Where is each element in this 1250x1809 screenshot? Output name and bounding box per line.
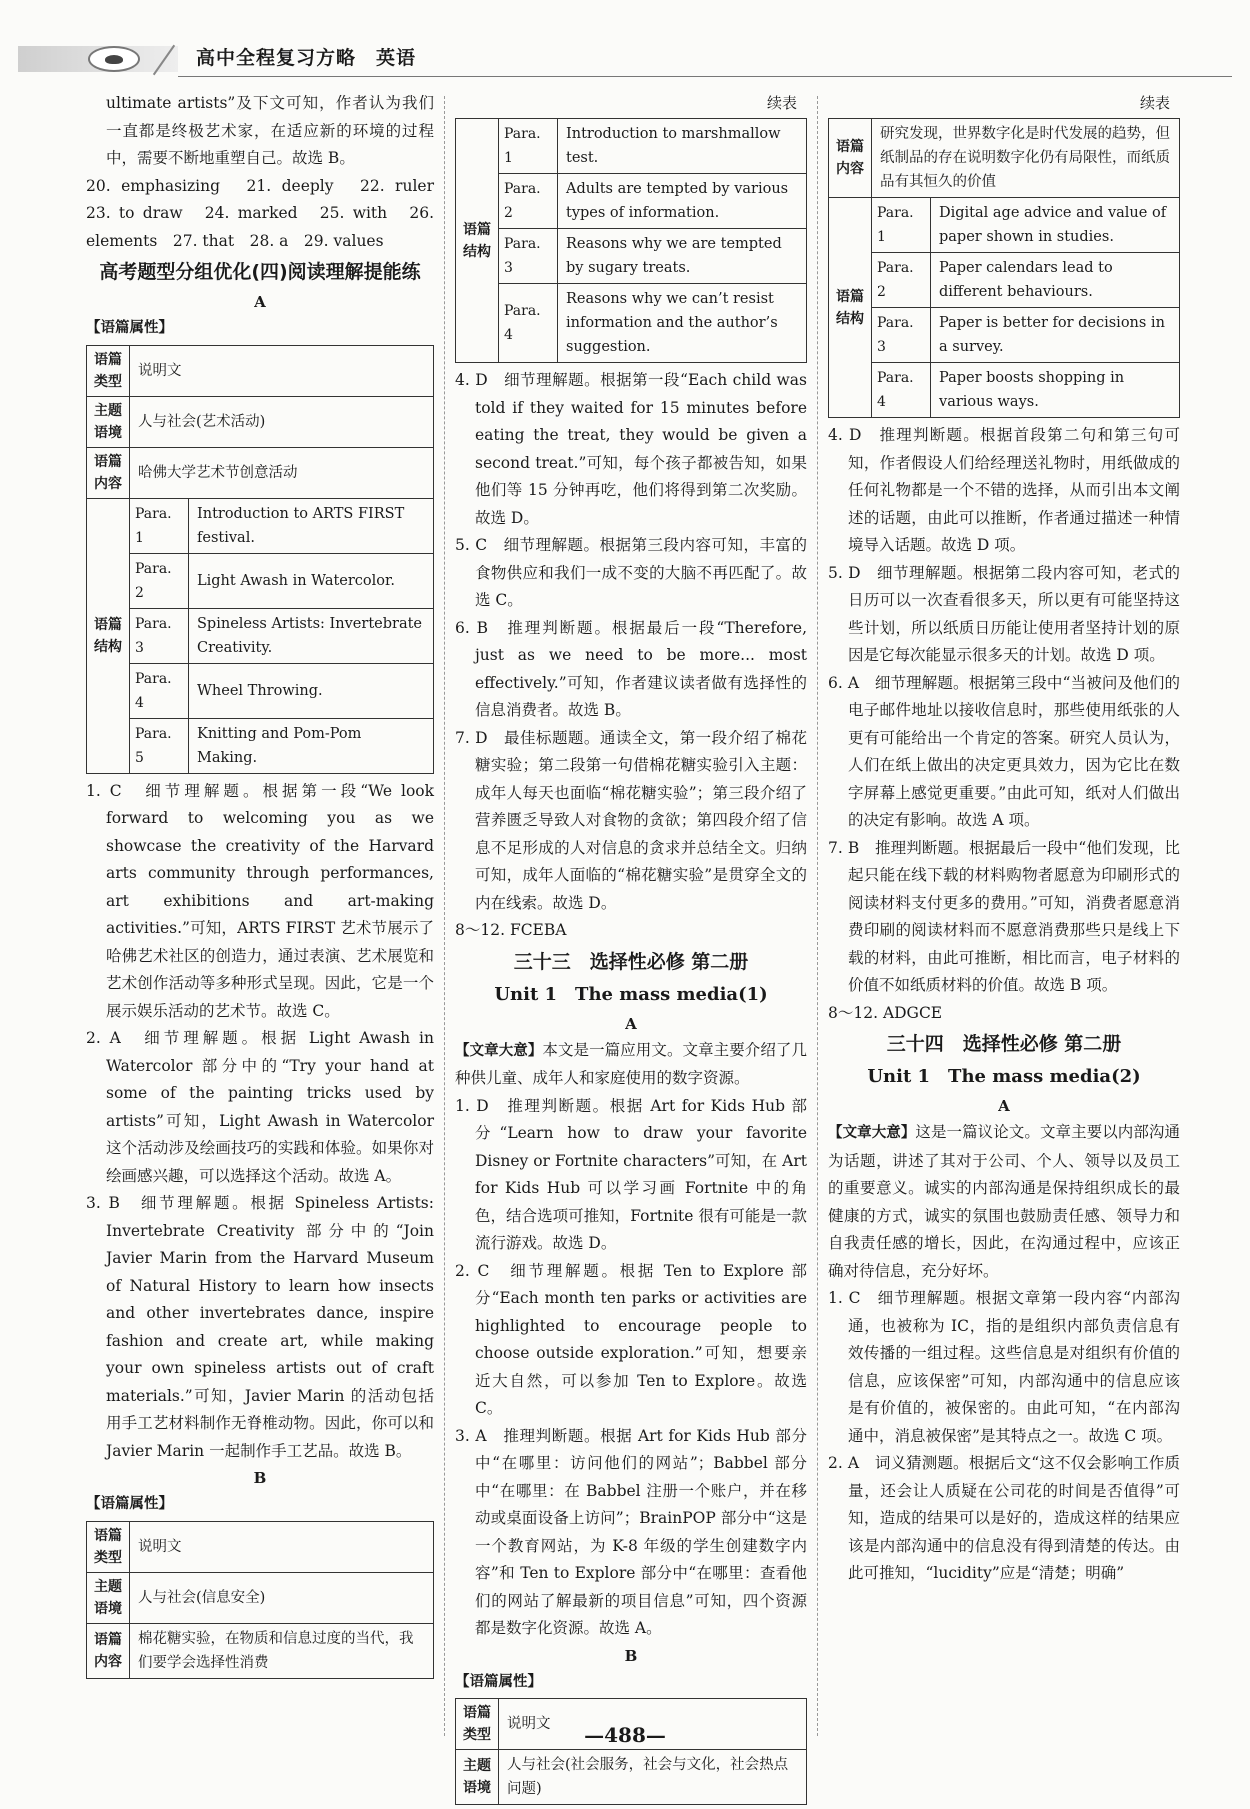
row-value: 哈佛大学艺术节创意活动: [130, 447, 434, 498]
para-number: Para. 5: [130, 718, 189, 773]
para-number: Para. 2: [499, 174, 558, 229]
para-summary: Spineless Artists: Invertebrate Creativity.: [189, 608, 434, 663]
summary-tag: 【文章大意】: [828, 1125, 916, 1141]
answer-explanation: 3. B 细节理解题。根据 Spineless Artists: Invertebrate Creativity 部分中的“Join Javier Marin from the Harvard Museum of Natural History to learn how insects and other invertebrates dance, inspire fashion and create art, while making your own spineless artists out of craft materials.”可知，Javier Marin 的活动包括用手工艺材料制作无脊椎动物。因此，你可以和 Javier Marin 一起制作手工艺品。故选 B。: [86, 1194, 434, 1460]
row-label: 语篇类型: [456, 1699, 499, 1750]
row-value: 棉花糖实验，在物质和信息过度的当代，我们要学会选择性消费: [130, 1623, 434, 1678]
section-title: 三十四 选择性必修 第二册: [886, 1033, 1122, 1055]
para-number: Para. 1: [130, 498, 189, 553]
answer-key: 20. emphasizing 21. deeply 22. ruler 23. to draw 24. marked 25. with 26. elements 27. that 28. a 29. values: [86, 176, 450, 250]
summary-text: 这是一篇议论文。文章主要以内部沟通为话题，讲述了其对于公司、个人、领导以及员工的重要意义。诚实的内部沟通是保持组织成长的最健康的方式，诚实的氛围也鼓励责任感、领导力和自我责任感的增长，因此，在沟通过程中，应该正确对待信息，充分好坏。: [828, 1123, 1180, 1280]
para-number: Para. 4: [872, 363, 931, 418]
passage-attribute-table: [86, 345, 434, 774]
part-label: A: [254, 293, 266, 311]
para-number: Para. 3: [130, 608, 189, 663]
page-number: —488—: [584, 1723, 666, 1747]
row-label: 语篇内容: [829, 119, 872, 198]
para-summary: Paper calendars lead to different behaviours.: [931, 253, 1180, 308]
attribute-tag: 【语篇属性】: [86, 1496, 173, 1512]
row-value: 说明文: [130, 345, 434, 396]
column-divider: [444, 96, 445, 1736]
para-summary: Paper boosts shopping in various ways.: [931, 363, 1180, 418]
answer-explanation: 2. C 细节理解题。根据 Ten to Explore 部分“Each month ten parks or activities are highlighted to encourage people to choose outside exploration.”可知，想要亲近大自然，可以参加 Ten to Explore。故选 C。: [455, 1261, 807, 1417]
row-label: 语篇结构: [829, 198, 872, 418]
answer-explanation: 1. C 细节理解题。根据第一段“We look forward to welcoming you as we showcase the creativity of the Harvard arts community through performances, art exhibitions and art-making activities.”可知，ARTS FIRST 艺术节展示了哈佛艺术社区的创造力，通过表演、艺术展览和艺术创作活动等多种形式呈现。因此，它是一个展示娱乐活动的艺术节。故选 C。: [86, 781, 434, 1020]
row-label: 语篇类型: [87, 345, 130, 396]
para-summary: Introduction to marshmallow test.: [558, 119, 807, 174]
para-summary: Digital age advice and value of paper shown in studies.: [931, 198, 1180, 253]
para-number: Para. 2: [872, 253, 931, 308]
answer-explanation: 6. A 细节理解题。根据第三段中“当被问及他们的电子邮件地址以接收信息时，那些使用纸张的人更有可能给出一个肯定的答案。研究人员认为，人们在纸上做出的决定更具效力，因为它比在数字屏幕上感觉更重要。”由此可知，纸对人们做出的决定有影响。故选 A 项。: [828, 673, 1180, 829]
unit-title: Unit 1 The mass media(2): [867, 1066, 1141, 1087]
passage-structure-table: [828, 118, 1180, 418]
row-value: 人与社会(社会服务，社会与文化，社会热点问题): [499, 1750, 807, 1805]
para-number: Para. 2: [130, 553, 189, 608]
part-label: A: [998, 1097, 1010, 1115]
column-1: [86, 90, 450, 1683]
para-summary: Reasons why we are tempted by sugary treats.: [558, 229, 807, 284]
unit-title: Unit 1 The mass media(1): [494, 983, 768, 1005]
row-value: 人与社会(信息安全): [130, 1572, 434, 1623]
para-summary: Reasons why we can’t resist information and the author’s suggestion.: [558, 284, 807, 363]
answer-explanation: 5. C 细节理解题。根据第三段内容可知，丰富的食物供应和我们一成不变的大脑不再匹配了。故选 C。: [455, 536, 807, 609]
para-summary: Paper is better for decisions in a survey.: [931, 308, 1180, 363]
column-divider: [817, 96, 818, 1736]
attribute-tag: 【语篇属性】: [455, 1673, 542, 1690]
attribute-tag: 【语篇属性】: [86, 320, 173, 336]
header-rule: [178, 76, 1232, 77]
para-summary: Wheel Throwing.: [189, 663, 434, 718]
row-value: 研究发现，世界数字化是时代发展的趋势，但纸制品的存在说明数字化仍有局限性，而纸质品有其恒久的价值: [872, 119, 1180, 198]
column-2: [455, 90, 807, 1809]
table-continued-label: 续表: [766, 94, 797, 112]
row-label: 语篇内容: [87, 447, 130, 498]
para-number: Para. 3: [499, 229, 558, 284]
row-label: 主题语境: [456, 1750, 499, 1805]
para-summary: Introduction to ARTS FIRST festival.: [189, 498, 434, 553]
row-label: 语篇类型: [87, 1521, 130, 1572]
part-label: A: [625, 1014, 637, 1033]
row-label: 主题语境: [87, 1572, 130, 1623]
publisher-logo-icon: [88, 46, 140, 72]
section-title: 三十三 选择性必修 第二册: [513, 950, 749, 973]
row-value: 说明文: [130, 1521, 434, 1572]
answer-explanation: 2. A 词义猜测题。根据后文“这不仅会影响工作质量，还会让人质疑在公司花的时间是否值得”可知，造成的结果可以是好的，造成这样的结果应该是内部沟通中的信息没有得到清楚的传达。由此可推知，“lucidity”应是“清楚；明确”: [828, 1454, 1180, 1582]
row-value: 人与社会(艺术活动): [130, 396, 434, 447]
row-label: 语篇内容: [87, 1623, 130, 1678]
answer-explanation: 3. A 推理判断题。根据 Art for Kids Hub 部分中“在哪里：访问他们的网站”；Babbel 部分中“在哪里：在 Babbel 注册一个账户，并在移动或桌面设备上访问”；BrainPOP 部分中“这是一个教育网站，为 K-8 年级的学生创建数字内容”和 Ten to Explore 部分中“在哪里：查看他们的网站了解最新的项目信息”可知，四个资源都是数字化资源。故选 A。: [455, 1426, 807, 1637]
answer-explanation: 1. C 细节理解题。根据文章第一段内容“内部沟通，也被称为 IC，指的是组织内部负责信息有效传播的一组过程。这些信息是对组织有价值的信息，应该保密”可知，内部沟通中的信息应该是有价值的，被保密的。由此可知，“在内部沟通中，消息被保密”是其特点之一。故选 C 项。: [828, 1289, 1180, 1445]
para-number: Para. 4: [130, 663, 189, 718]
para-number: Para. 1: [499, 119, 558, 174]
passage-structure-table: [455, 118, 807, 363]
para-summary: Adults are tempted by various types of information.: [558, 174, 807, 229]
answer-key: 8～12. ADGCE: [828, 1003, 943, 1022]
para-summary: Light Awash in Watercolor.: [189, 553, 434, 608]
answer-explanation: 7. B 推理判断题。根据最后一段中“他们发现，比起只能在线下载的材料购物者愿意为印刷形式的阅读材料支付更多的费用。”可知，消费者愿意消费印刷的阅读材料而不愿意消费那些只是线上下载的材料，由此可推断，相比而言，电子材料的价值不如纸质材料的价值。故选 B 项。: [828, 838, 1180, 994]
answer-explanation: 4. D 推理判断题。根据首段第二句和第三句可知，作者假设人们给经理送礼物时，用纸做成的任何礼物都是一个不错的选择，从而引出本文阐述的话题，由此可以推断，作者通过描述一种情境导入话题。故选 D 项。: [828, 426, 1180, 554]
row-label: 语篇结构: [87, 498, 130, 773]
book-title: 高中全程复习方略 英语: [196, 47, 417, 69]
answer-explanation: 5. D 细节理解题。根据第二段内容可知，老式的日历可以一次查看很多天，所以更有可能坚持这些计划，所以纸质日历能让使用者坚持计划的原因是它每次能显示很多天的计划。故选 D 项。: [828, 563, 1180, 664]
answer-explanation: ultimate artists”及下文可知，作者认为我们一直都是终极艺术家，在适应新的环境的过程中，需要不断地重塑自己。故选 B。: [106, 94, 434, 167]
part-label: B: [624, 1646, 638, 1665]
answer-explanation: 1. D 推理判断题。根据 Art for Kids Hub 部分“Learn how to draw your favorite Disney or Fortnite characters”可知，在 Art for Kids Hub 可以学习画 Fortnite 中的角色，结合选项可推知，Fortnite 很有可能是一款流行游戏。故选 D。: [455, 1096, 807, 1252]
answer-explanation: 2. A 细节理解题。根据 Light Awash in Watercolor 部分中的“Try your hand at some of the painting tricks used by artists”可知，Light Awash in Watercolor 这个活动涉及绘画技巧的实践和体验。如果你对绘画感兴趣，可以选择这个活动。故选 A。: [86, 1029, 434, 1185]
row-label: 主题语境: [87, 396, 130, 447]
answer-explanation: 7. D 最佳标题题。通读全文，第一段介绍了棉花糖实验；第二段第一句借棉花糖实验引入主题：成年人每天也面临“棉花糖实验”；第三段介绍了营养匮乏导致人对食物的贪欲；第四段介绍了信息不足形成的人对信息的贪求并总结全文。归纳可知，成年人面临的“棉花糖实验”是贯穿全文的内在线索。故选 D。: [455, 728, 807, 912]
para-number: Para. 4: [499, 284, 558, 363]
row-label: 语篇结构: [456, 119, 499, 363]
section-title: 高考题型分组优化(四)阅读理解提能练: [99, 261, 421, 283]
summary-tag: 【文章大意】: [455, 1042, 543, 1059]
answer-key: 8～12. FCEBA: [455, 921, 567, 939]
passage-attribute-table: [455, 1698, 807, 1805]
para-number: Para. 1: [872, 198, 931, 253]
answer-explanation: 4. D 细节理解题。根据第一段“Each child was told if they waited for 15 minutes before eating the treat, they would be given a second treat.”可知，每个孩子都被告知，如果他们等 15 分钟再吃，他们将得到第二次奖励。故选 D。: [455, 371, 807, 527]
para-number: Para. 3: [872, 308, 931, 363]
table-continued-label: 续表: [1139, 94, 1170, 112]
para-summary: Knitting and Pom-Pom Making.: [189, 718, 434, 773]
passage-attribute-table: [86, 1521, 434, 1679]
summary-text: 本文是一篇应用文。文章主要介绍了几种供儿童、成年人和家庭使用的数字资源。: [455, 1040, 807, 1087]
column-3: [828, 90, 1180, 1588]
part-label: B: [253, 1469, 267, 1487]
answer-explanation: 6. B 推理判断题。根据最后一段“Therefore, just as we need to be more... most effectively.”可知，作者建议读者做有选择性的信息消费者。故选 B。: [455, 618, 807, 719]
page-header: [18, 40, 1232, 76]
row-value: 说明文: [499, 1699, 807, 1750]
